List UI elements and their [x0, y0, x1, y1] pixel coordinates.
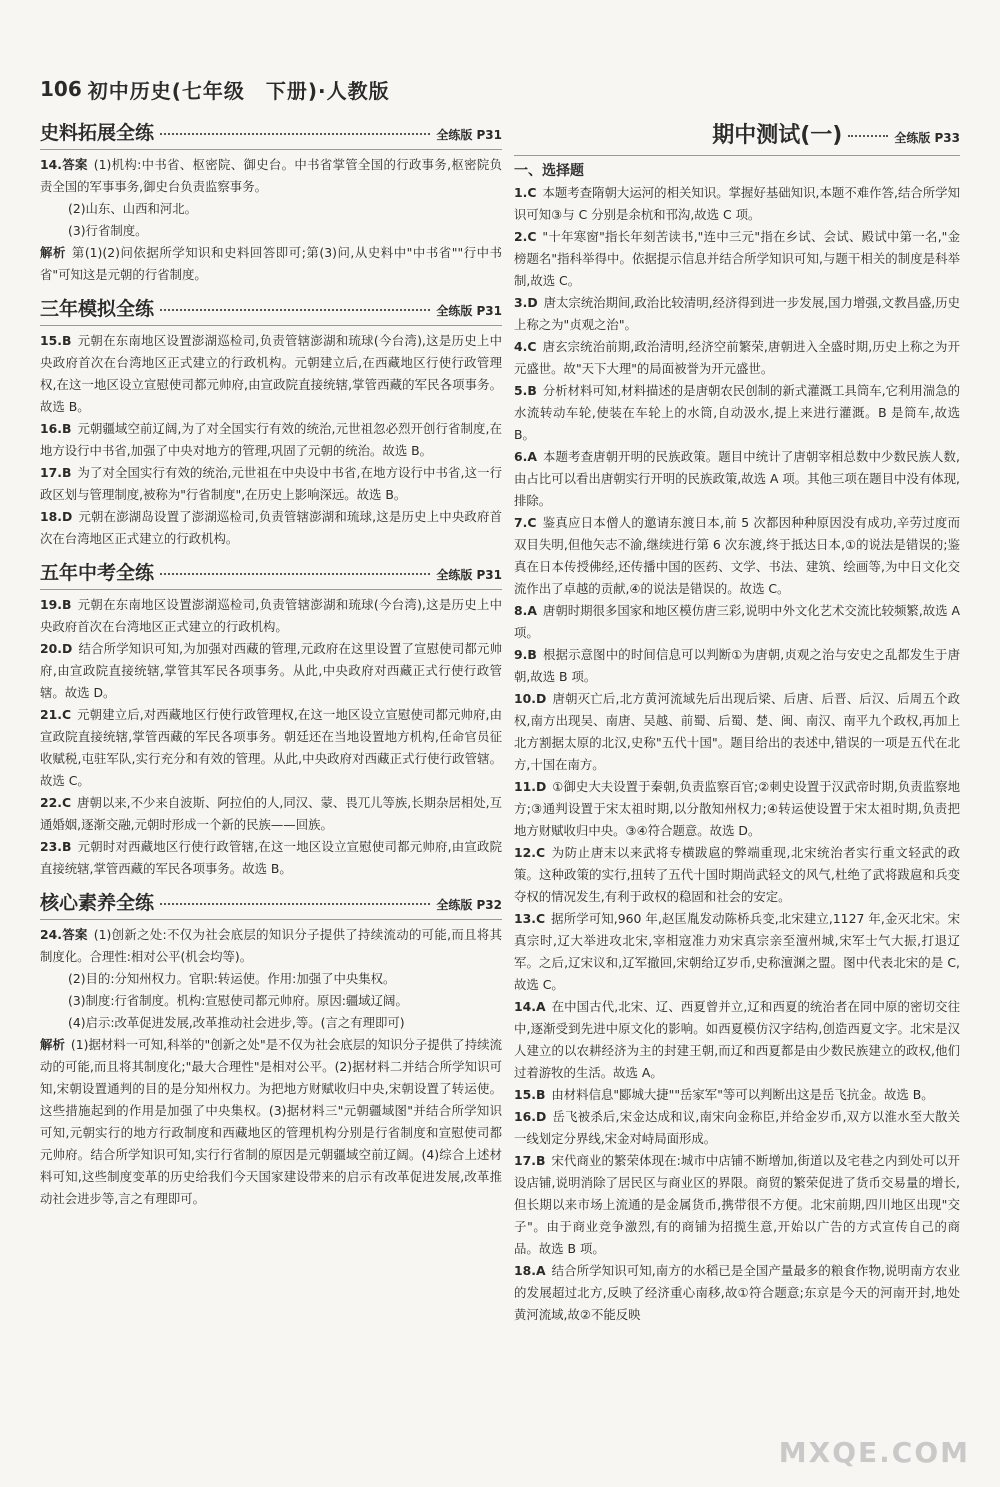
book-title: 初中历史(七年级 下册)·人教版 [87, 78, 390, 103]
answer-text: 结合所学知识可知,南方的水稻已是全国产量最多的粮食作物,说明南方农业的发展超过北方,反映了经济重心南移,故①符合题意;东京是今天的河南开封,地处黄河流域,故②不能反映 [514, 1263, 960, 1322]
answer-number: 17.B [40, 465, 72, 480]
answer-number: 4.C [514, 339, 537, 354]
answer-text: 元朝在澎湖岛设置了澎湖巡检司,负责管辖澎湖和琉球,这是历史上中央政府首次在台湾地区正式建立的行政机构。 [40, 509, 502, 546]
answer-item [40, 242, 502, 286]
answer-text: 元朝在东南地区设置澎湖巡检司,负责管辖澎湖和琉球(今台湾),这是历史上中央政府首次在台湾地区正式建立的行政机构。元朝建立后,在西藏地区行使行政管理权,在这一地区设立宣慰使司都元帅府,由宣政院直接统辖,掌管西藏的军民各项事务。故选 B。 [40, 333, 502, 414]
answer-text: (1)机构:中书省、枢密院、御史台。中书省掌管全国的行政事务,枢密院负责全国的军事事务,御史台负责监察事务。 [40, 157, 502, 194]
leader-dots [848, 135, 888, 137]
divider [40, 919, 502, 920]
answer-number: 2.C [514, 229, 537, 244]
section [40, 118, 502, 286]
answer-number: 15.B [40, 333, 72, 348]
part-title: 一、选择题 [514, 163, 584, 179]
section-page-ref: 全练版 P31 [436, 568, 502, 582]
answer-text: 唐朝以来,不少来自波斯、阿拉伯的人,同汉、蒙、畏兀儿等族,长期杂居相处,互通婚姻,逐渐交融,元朝时形成一个新的民族——回族。 [40, 795, 502, 832]
answer-item [514, 908, 960, 996]
answer-text: (4)启示:改革促进发展,改革推动社会进步,等。(言之有理即可) [68, 1015, 405, 1030]
answer-text: ①御史大夫设置于秦朝,负责监察百官;②刺史设置于汉武帝时期,负责监察地方;③通判设置于宋太祖时期,以分散知州权力;④转运使设置于宋太祖时期,负责把地方财赋收归中央。③④符合题意。故选 D。 [514, 779, 960, 838]
answer-list [514, 182, 960, 1326]
answer-item [40, 154, 502, 198]
answer-text: (1)创新之处:不仅为社会底层的知识分子提供了持续流动的可能,而且将其制度化。合理性:相对公平(机会均等)。 [40, 927, 502, 964]
answer-item [514, 1106, 960, 1150]
section-page-ref: 全练版 P31 [436, 304, 502, 318]
section [40, 880, 502, 1210]
answer-item [40, 1034, 502, 1210]
answer-number: 10.D [514, 691, 547, 706]
answer-number: 5.B [514, 383, 537, 398]
answer-text: 为防止唐末以来武将专横跋扈的弊端重现,北宋统治者实行重文轻武的政策。这种政策的实行,扭转了五代十国时期尚武轻文的风气,杜绝了武将跋扈和兵变夺权的情况发生,有利于政权的稳固和社会的安定。 [514, 845, 960, 904]
answer-item [514, 842, 960, 908]
section-heading [40, 558, 502, 585]
midterm-heading [514, 118, 960, 149]
answer-item [514, 1084, 960, 1106]
answer-text: 分析材料可知,材料描述的是唐朝农民创制的新式灌溉工具筒车,它利用湍急的水流转动车轮,使装在车轮上的水筒,自动汲水,提上来进行灌溉。B 是筒车,故选 B。 [514, 383, 960, 442]
answer-item [514, 182, 960, 226]
answer-item [40, 418, 502, 462]
answer-text: 本题考查唐朝开明的民族政策。题目中统计了唐朝宰相总数中少数民族人数,由占比可以看出唐朝实行开明的民族政策,故选 A 项。其他三项在题目中没有体现,排除。 [514, 449, 960, 508]
answer-item [40, 220, 502, 242]
answer-item [514, 600, 960, 644]
answer-item [40, 836, 502, 880]
left-column [40, 118, 502, 1210]
answer-number: 8.A [514, 603, 537, 618]
leader-dots [160, 133, 430, 135]
section-title: 史料拓展全练 [40, 122, 155, 144]
answer-number: 11.D [514, 779, 547, 794]
answer-item [514, 688, 960, 776]
answer-text: 由材料信息"郾城大捷""岳家军"等可以判断出这是岳飞抗金。故选 B。 [551, 1087, 934, 1102]
answer-text: (3)行省制度。 [68, 223, 148, 238]
answer-text: 唐朝时期很多国家和地区模仿唐三彩,说明中外文化艺术交流比较频繁,故选 A 项。 [514, 603, 960, 640]
analysis-label: 解析 [40, 1037, 65, 1052]
answer-text: (3)制度:行省制度。机构:宣慰使司都元帅府。原因:疆域辽阔。 [68, 993, 408, 1008]
answer-text: "十年寒窗"指长年刻苦读书,"连中三元"指在乡试、会试、殿试中第一名,"金榜题名"指科举得中。依据提示信息并结合所学知识可知,与题干相关的制度是科举制,故选 C。 [514, 229, 960, 288]
answer-text: 为了对全国实行有效的统治,元世祖在中央设中书省,在地方设行中书省,这一行政区划与管理制度,被称为"行省制度",在历史上影响深远。故选 B。 [40, 465, 502, 502]
midterm-title: 期中测试(一) [712, 123, 843, 148]
answer-number: 14.A [514, 999, 546, 1014]
answer-text: 元朝疆域空前辽阔,为了对全国实行有效的统治,元世祖忽必烈开创行省制度,在地方设行中书省,加强了中央对地方的管理,巩固了元朝的统治。故选 B。 [40, 421, 502, 458]
answer-item [514, 446, 960, 512]
answer-item [40, 792, 502, 836]
answer-item [514, 644, 960, 688]
answer-number: 13.C [514, 911, 546, 926]
answer-text: (2)目的:分知州权力。官职:转运使。作用:加强了中央集权。 [68, 971, 396, 986]
section-heading [40, 888, 502, 915]
answer-item [514, 1260, 960, 1326]
answer-number: 9.B [514, 647, 537, 662]
answer-text: 在中国古代,北宋、辽、西夏曾并立,辽和西夏的统治者在同中原的密切交往中,逐渐受到先进中原文化的影响。如西夏模仿汉字结构,创造西夏文字。北宋是汉人建立的以农耕经济为主的封建王朝,而辽和西夏都是由少数民族建立的政权,他们过着游牧的生活。故选 A。 [514, 999, 960, 1080]
answer-item [514, 226, 960, 292]
answer-item [40, 638, 502, 704]
answer-number: 21.C [40, 707, 72, 722]
page-number: 106 [40, 77, 82, 101]
answer-number: 16.B [40, 421, 72, 436]
answer-text: 唐玄宗统治前期,政治清明,经济空前繁荣,唐朝进入全盛时期,历史上称之为开元盛世。故"天下大理"的局面被誉为开元盛世。 [514, 339, 960, 376]
answer-item [40, 704, 502, 792]
right-column [514, 118, 960, 1326]
answer-text: 唐太宗统治期间,政治比较清明,经济得到进一步发展,国力增强,文教昌盛,历史上称之为"贞观之治"。 [514, 295, 960, 332]
answer-number: 22.C [40, 795, 72, 810]
answer-item [40, 1012, 502, 1034]
answer-number: 23.B [40, 839, 72, 854]
answer-text: 本题考查隋朝大运河的相关知识。掌握好基础知识,本题不难作答,结合所学知识可知③与 C 分别是余杭和邗沟,故选 C 项。 [514, 185, 960, 222]
answer-text: 宋代商业的繁荣体现在:城市中店铺不断增加,街道以及宅巷之内到处可以开设店铺,说明消除了居民区与商业区的界限。商贸的繁荣促进了货币交易量的增长,但长期以来市场上流通的是金属货币,携带很不方便。北宋前期,四川地区出现"交子"。由于商业竞争激烈,有的商铺为招揽生意,开始以广告的方式宣传自己的商品。故选 B 项。 [514, 1153, 960, 1256]
answer-number: 7.C [514, 515, 537, 530]
section-page-ref: 全练版 P31 [436, 128, 502, 142]
answer-text: (2)山东、山西和河北。 [68, 201, 198, 216]
leader-dots [160, 309, 430, 311]
answer-text: (1)据材料一可知,科举的"创新之处"是不仅为社会底层的知识分子提供了持续流动的可能,而且将其制度化;"最大合理性"是相对公平。(2)据材料二并结合所学知识可知,宋朝设置通判的目的是分知州权力。为把地方财赋收归中央,宋朝设置了转运使。这些措施起到的作用是加强了中央集权。(3)据材料三"元朝疆域图"并结合所学知识可知,元朝实行的地方行政制度和西藏地区的管理机构分别是行省制度和宣慰使司都元帅府。结合所学知识可知,实行行省制的原因是元朝疆域空前辽阔。(4)综合上述材料可知,这些制度变革的历史给我们今天国家建设带来的启示有改革促进发展,改革推动社会进步等,言之有理即可。 [40, 1037, 503, 1206]
section-title: 五年中考全练 [40, 562, 155, 584]
answer-number: 24.答案 [40, 927, 88, 942]
answer-item [514, 512, 960, 600]
answer-text: 第(1)(2)问依据所学知识和史料回答即可;第(3)问,从史料中"中书省""行中书省"可知这是元朝的行省制度。 [40, 245, 502, 282]
midterm-page-ref: 全练版 P33 [894, 131, 960, 145]
answer-number: 14.答案 [40, 157, 88, 172]
answer-text: 结合所学知识可知,为加强对西藏的管理,元政府在这里设置了宣慰使司都元帅府,由宣政院直接统辖,掌管其军民各项事务。从此,中央政府对西藏正式行使行政管辖。故选 D。 [40, 641, 502, 700]
answer-text: 唐朝灭亡后,北方黄河流域先后出现后梁、后唐、后晋、后汉、后周五个政权,南方出现吴、南唐、吴越、前蜀、后蜀、楚、闽、南汉、南平九个政权,再加上北方割据太原的北汉,史称"五代十国"。题目给出的表述中,错误的一项是五代在北方,十国在南方。 [514, 691, 960, 772]
section-heading [40, 294, 502, 321]
section-page-ref: 全练版 P32 [436, 898, 502, 912]
answer-item [40, 968, 502, 990]
answer-number: 6.A [514, 449, 537, 464]
answer-text: 鉴真应日本僧人的邀请东渡日本,前 5 次都因种种原因没有成功,辛劳过度而双目失明,但他矢志不渝,继续进行第 6 次东渡,终于抵达日本,①的说法是错误的;鉴真在日本传授佛经,还传播中国的医药、文学、书法、建筑、绘画等,为中日文化交流作出了卓越的贡献,④的说法是错误的。故选 C。 [514, 515, 960, 596]
section-title: 核心素养全练 [40, 892, 155, 914]
answer-number: 17.B [514, 1153, 546, 1168]
answer-item [514, 996, 960, 1084]
watermark-logo: MXQE.COM [778, 1436, 970, 1469]
section [40, 286, 502, 550]
divider [40, 325, 502, 326]
answer-item [514, 776, 960, 842]
divider [40, 149, 502, 150]
answer-number: 18.A [514, 1263, 546, 1278]
section [40, 550, 502, 880]
answer-item [40, 924, 502, 968]
answer-number: 20.D [40, 641, 73, 656]
answer-item [40, 330, 502, 418]
answer-number: 19.B [40, 597, 72, 612]
answer-item [40, 198, 502, 220]
answer-number: 18.D [40, 509, 73, 524]
answer-text: 元朝在东南地区设置澎湖巡检司,负责管辖澎湖和琉球(今台湾),这是历史上中央政府首次在台湾地区正式建立的行政机构。 [40, 597, 502, 634]
answer-text: 元朝建立后,对西藏地区行使行政管理权,在这一地区设立宣慰使司都元帅府,由宣政院直接统辖,掌管西藏的军民各项事务。朝廷还在当地设置地方机构,任命官员征收赋税,屯驻军队,实行充分和有效的管理。从此,中央政府对西藏正式行使行政管辖。故选 C。 [40, 707, 502, 788]
answer-item [514, 380, 960, 446]
section-title: 三年模拟全练 [40, 298, 155, 320]
answer-item [514, 292, 960, 336]
leader-dots [160, 573, 430, 575]
leader-dots [160, 903, 430, 905]
answer-number: 3.D [514, 295, 538, 310]
answer-number: 15.B [514, 1087, 546, 1102]
answer-text: 根据示意图中的时间信息可以判断①为唐朝,贞观之治与安史之乱都发生于唐朝,故选 B 项。 [514, 647, 960, 684]
answer-number: 1.C [514, 185, 537, 200]
answer-text: 元朝时对西藏地区行使行政管辖,在这一地区设立宣慰使司都元帅府,由宣政院直接统辖,掌管西藏的军民各项事务。故选 B。 [40, 839, 502, 876]
answer-text: 岳飞被杀后,宋金达成和议,南宋向金称臣,并给金岁币,双方以淮水至大散关一线划定分界线,宋金对峙局面形成。 [514, 1109, 960, 1146]
answer-item [40, 990, 502, 1012]
answer-text: 据所学可知,960 年,赵匡胤发动陈桥兵变,北宋建立,1127 年,金灭北宋。宋真宗时,辽大举进攻北宋,宰相寇准力劝宋真宗亲至澶州城,宋军士气大振,打退辽军。之后,辽宋议和,辽军撤回,宋朝给辽岁币,史称澶渊之盟。图中代表北宋的是 C,故选 C。 [514, 911, 960, 992]
divider [514, 155, 960, 156]
answer-item [40, 506, 502, 550]
answer-item [514, 336, 960, 380]
answer-item [514, 1150, 960, 1260]
page-header [40, 74, 390, 104]
answer-number: 16.D [514, 1109, 547, 1124]
answer-number: 12.C [514, 845, 546, 860]
analysis-label: 解析 [40, 245, 66, 260]
section-heading [40, 118, 502, 145]
answer-item [40, 462, 502, 506]
answer-item [40, 594, 502, 638]
divider [40, 589, 502, 590]
